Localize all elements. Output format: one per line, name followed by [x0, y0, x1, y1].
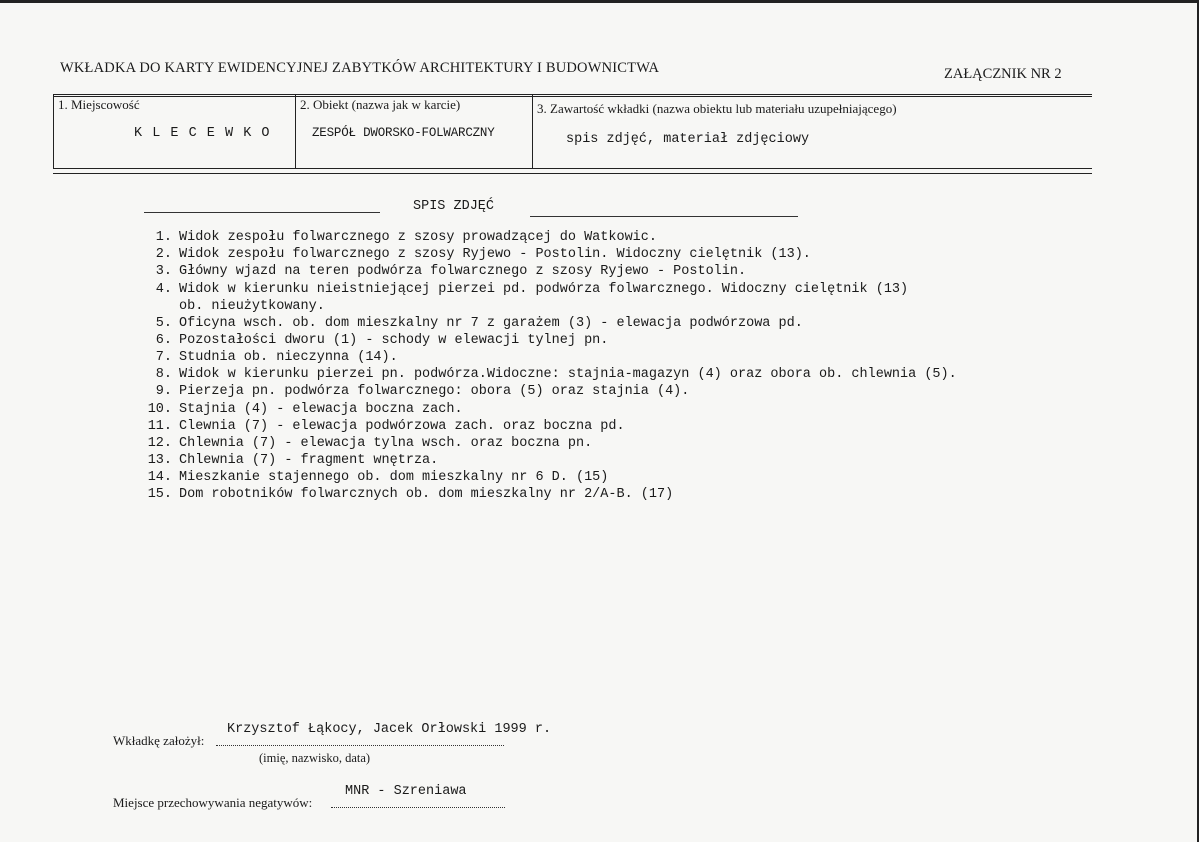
form-divider-2	[532, 94, 533, 168]
document-page: WKŁADKA DO KARTY EWIDENCYJNEJ ZABYTKÓW ARCHITEKTURY I BUDOWNICTWA ZAŁĄCZNIK NR 2 1. Miejscowość K L E C E W K O 2. Obiekt (nazwa jak w karcie) ZESPÓŁ DWORSKO-FOLWARCZNY 3. Zawartość wkładki (nazwa obiektu lub materiału uzupełniającego) spis zdjęć, materiał zdjęciowy SPIS ZDJĘĆ 1. Widok zespołu folwarcznego z szosy prowadzącej do Watkowic. 2. Widok zespołu folwarcznego z szosy Ryjewo - Postolin. Widoczny cielętnik (13). 3. Główny wjazd na teren podwórza folwarcznego z szosy Ryjewo - Postolin. 4. Widok w kierunku nieistniejącej pierzei pd. podwórza folwarcznego. Widoczny cielętnik (13) ob. nieużytkowany. 5. Oficyna wsch. ob. dom mieszkalny nr 7 z garażem (3) - elewacja podwórzowa pd. 6. Pozostałości dworu (1) - schody w elewacji tylnej pn. 7. Studnia ob. nieczynna (14). 8. Widok w kierunku pierzei pn. podwórza.Widoczne: stajnia-magazyn (4) oraz obora ob. chlewnia (5). 9. Pierzeja pn. podwórza folwarcznego: obora (5) oraz stajnia (4). 10. Stajnia (4) - elewacja boczna zach. 11. Clewnia (7) - elewacja podwórzowa zach. oraz boczna pd. 12. Chlewnia (7) - elewacja tylna wsch. oraz boczna pn. 13. Chlewnia (7) - fragment wnętrza. 14. Mieszkanie stajennego ob. dom mieszkalny nr 6 D. (15) 15. Dom robotników folwarcznych ob. dom mieszkalny nr 2/A-B. (17) Krzysztof Łąkocy, Jacek Orłowski 1999 r. Wkładkę założył: (imię, nazwisko, data) MNR - Szreniawa Miejsce przechowywania negatywów:	[0, 0, 1199, 842]
form-top-border	[53, 94, 1092, 95]
form-divider-1	[295, 94, 296, 168]
form-top-border-inner	[53, 96, 1092, 97]
storage-value: MNR - Szreniawa	[345, 784, 467, 799]
author-hint: (imię, nazwisko, data)	[259, 751, 371, 765]
author-label: Wkładkę założył:	[113, 733, 205, 748]
document-title: WKŁADKA DO KARTY EWIDENCYJNEJ ZABYTKÓW ARCHITEKTURY I BUDOWNICTWA	[60, 60, 660, 76]
storage-label: Miejsce przechowywania negatywów:	[113, 795, 313, 810]
form-bottom-rule	[53, 173, 1092, 174]
author-dotted-line	[216, 745, 504, 746]
field-object-label: 2. Obiekt (nazwa jak w karcie)	[300, 97, 461, 112]
form-bottom-border	[53, 168, 1092, 169]
author-value: Krzysztof Łąkocy, Jacek Orłowski 1999 r.	[227, 722, 552, 737]
photo-list-title: SPIS ZDJĘĆ	[413, 199, 495, 214]
title-rule-right	[530, 216, 798, 217]
annex-number: ZAŁĄCZNIK NR 2	[944, 66, 1062, 82]
storage-dotted-line	[331, 807, 505, 808]
title-rule-left	[144, 212, 380, 213]
field-content-value: spis zdjęć, materiał zdjęciowy	[566, 132, 810, 147]
field-locality-value: K L E C E W K O	[134, 126, 271, 141]
form-left-border	[53, 94, 54, 168]
field-object-value: ZESPÓŁ DWORSKO-FOLWARCZNY	[312, 126, 495, 140]
field-content-label: 3. Zawartość wkładki (nazwa obiektu lub materiału uzupełniającego)	[537, 101, 897, 116]
field-locality-label: 1. Miejscowość	[58, 97, 140, 112]
scan-edge-top	[0, 0, 1199, 3]
